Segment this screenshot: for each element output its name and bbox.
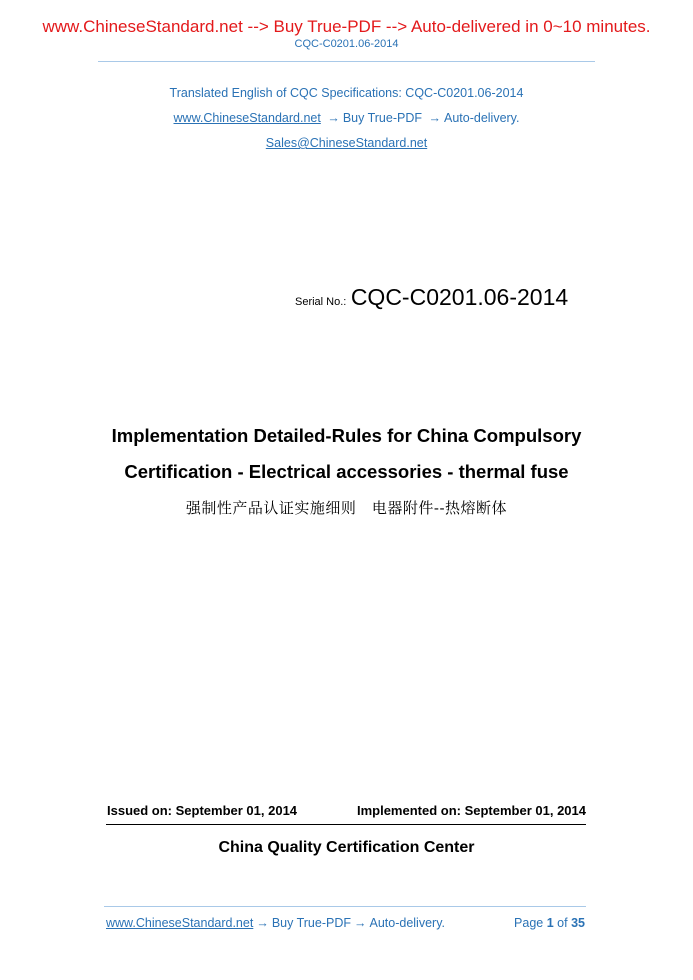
organization: China Quality Certification Center xyxy=(218,839,475,856)
dates-row xyxy=(107,803,586,818)
footer-site-link[interactable]: www.ChineseStandard.net xyxy=(106,916,254,930)
footer-links xyxy=(106,916,445,930)
sales-line xyxy=(0,136,693,150)
arrow-right-icon: → xyxy=(428,111,441,125)
arrow-right-icon: → xyxy=(256,916,269,930)
title-line-1: Implementation Detailed-Rules for China Compulsory xyxy=(111,425,582,446)
dates-divider xyxy=(106,824,586,825)
title-chinese: 强制性产品认证实施细则 电器附件--热熔断体 xyxy=(185,499,508,517)
header-doc-code: CQC-C0201.06-2014 xyxy=(294,38,399,50)
arrow-right-icon: → xyxy=(354,916,367,930)
top-banner: www.ChineseStandard.net --> Buy True-PDF --> Auto-delivered in 0~10 minutes. xyxy=(42,17,651,36)
footer-divider xyxy=(104,906,586,907)
sales-email-link[interactable]: Sales@ChineseStandard.net xyxy=(265,136,428,150)
issued-date: Issued on: September 01, 2014 xyxy=(107,803,298,818)
arrow-right-icon: → xyxy=(327,111,340,125)
page-label: Page xyxy=(514,916,544,930)
page-of: of xyxy=(557,916,568,930)
page-indicator xyxy=(514,916,585,930)
header-divider xyxy=(98,61,595,62)
page-total: 35 xyxy=(571,916,585,930)
footer-auto-delivery: Auto-delivery. xyxy=(369,916,445,930)
footer-buy-text: Buy True-PDF xyxy=(271,916,351,930)
buy-line xyxy=(0,111,693,125)
serial-number xyxy=(295,284,568,311)
translated-line: Translated English of CQC Specifications: CQC-C0201.06-2014 xyxy=(169,86,524,100)
auto-delivery-text: Auto-delivery. xyxy=(443,111,520,125)
footer xyxy=(106,916,585,930)
buy-true-pdf-text: Buy True-PDF xyxy=(342,111,422,125)
serial-label: Serial No.: xyxy=(295,296,347,308)
implemented-date: Implemented on: September 01, 2014 xyxy=(356,803,586,818)
page-current: 1 xyxy=(546,916,554,930)
title-line-2: Certification - Electrical accessories - thermal fuse xyxy=(124,461,569,482)
site-link[interactable]: www.ChineseStandard.net xyxy=(173,111,321,125)
serial-value: CQC-C0201.06-2014 xyxy=(350,284,569,310)
